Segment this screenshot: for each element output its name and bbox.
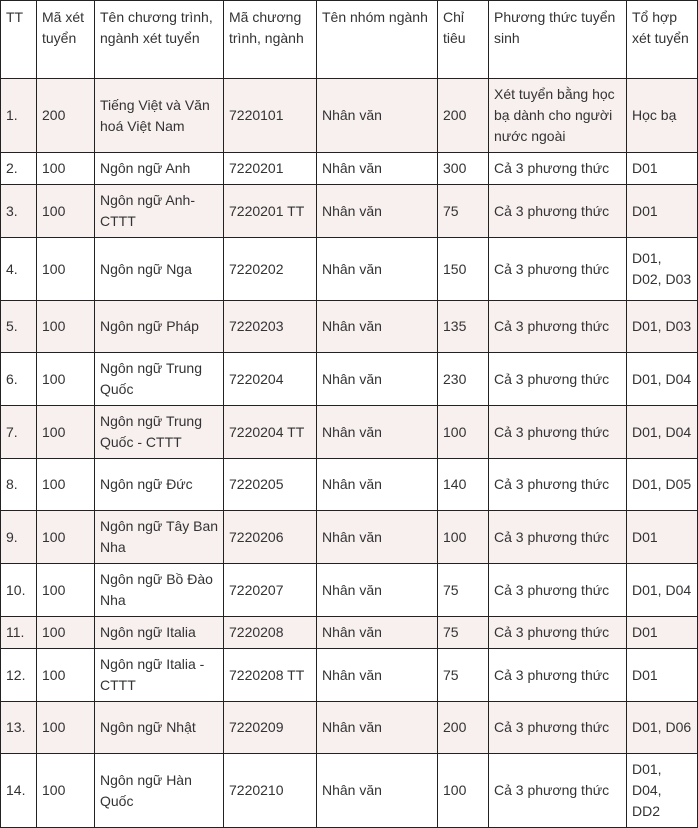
cell-ten-nhom-nganh: Nhân văn [317,564,438,617]
table-row [1,617,698,649]
table-header [1,1,698,79]
table-row [1,406,698,459]
cell-ten-nhom-nganh: Nhân văn [317,754,438,828]
cell-ma-chuong-trinh: 7220204 [224,353,317,406]
header-ten-chuong-trinh: Tên chương trình, ngành xét tuyển [95,1,224,79]
cell-ma-chuong-trinh: 7220207 [224,564,317,617]
table-row [1,459,698,511]
cell-chi-tieu: 75 [438,617,489,649]
cell-phuong-thuc: Cả 3 phương thức [489,185,627,238]
cell-ten-chuong-trinh: Ngôn ngữ Trung Quốc [95,353,224,406]
cell-ma-xet-tuyen: 100 [37,754,95,828]
cell-to-hop: D01 [627,511,698,564]
cell-tt: 9. [1,511,37,564]
cell-ma-chuong-trinh: 7220101 [224,79,317,153]
cell-phuong-thuc: Cả 3 phương thức [489,238,627,301]
table-row [1,754,698,828]
table-row [1,564,698,617]
cell-chi-tieu: 100 [438,754,489,828]
cell-ten-nhom-nganh: Nhân văn [317,353,438,406]
cell-phuong-thuc: Cả 3 phương thức [489,617,627,649]
cell-ma-xet-tuyen: 100 [37,459,95,511]
cell-to-hop: D01, D06 [627,702,698,754]
cell-ten-nhom-nganh: Nhân văn [317,702,438,754]
cell-ma-chuong-trinh: 7220203 [224,301,317,353]
cell-to-hop: D01, D04 [627,353,698,406]
cell-tt: 7. [1,406,37,459]
table-row [1,238,698,301]
header-ma-xet-tuyen: Mã xét tuyển [37,1,95,79]
table-row [1,185,698,238]
cell-ma-chuong-trinh: 7220210 [224,754,317,828]
cell-ma-xet-tuyen: 100 [37,406,95,459]
cell-tt: 13. [1,702,37,754]
cell-ma-xet-tuyen: 100 [37,353,95,406]
cell-chi-tieu: 230 [438,353,489,406]
cell-ma-chuong-trinh: 7220204 TT [224,406,317,459]
cell-chi-tieu: 150 [438,238,489,301]
table-row [1,511,698,564]
cell-phuong-thuc: Cả 3 phương thức [489,153,627,185]
cell-phuong-thuc: Cả 3 phương thức [489,702,627,754]
cell-to-hop: D01 [627,185,698,238]
cell-chi-tieu: 140 [438,459,489,511]
cell-ten-chuong-trinh: Ngôn ngữ Đức [95,459,224,511]
header-chi-tieu: Chỉ tiêu [438,1,489,79]
cell-chi-tieu: 100 [438,406,489,459]
cell-chi-tieu: 200 [438,702,489,754]
cell-ma-chuong-trinh: 7220209 [224,702,317,754]
cell-ten-chuong-trinh: Ngôn ngữ Italia [95,617,224,649]
table-row [1,702,698,754]
cell-ten-chuong-trinh: Ngôn ngữ Nhật [95,702,224,754]
cell-tt: 1. [1,79,37,153]
cell-ten-chuong-trinh: Ngôn ngữ Pháp [95,301,224,353]
cell-ten-nhom-nganh: Nhân văn [317,238,438,301]
cell-chi-tieu: 75 [438,185,489,238]
cell-ma-xet-tuyen: 100 [37,153,95,185]
cell-ma-chuong-trinh: 7220208 [224,617,317,649]
cell-phuong-thuc: Cả 3 phương thức [489,406,627,459]
cell-tt: 2. [1,153,37,185]
cell-ma-xet-tuyen: 100 [37,511,95,564]
cell-phuong-thuc: Cả 3 phương thức [489,301,627,353]
cell-tt: 10. [1,564,37,617]
cell-ma-xet-tuyen: 100 [37,185,95,238]
cell-ma-xet-tuyen: 100 [37,649,95,702]
cell-tt: 8. [1,459,37,511]
cell-ten-chuong-trinh: Ngôn ngữ Hàn Quốc [95,754,224,828]
header-to-hop: Tổ hợp xét tuyển [627,1,698,79]
cell-ma-chuong-trinh: 7220201 TT [224,185,317,238]
cell-chi-tieu: 300 [438,153,489,185]
cell-ma-chuong-trinh: 7220206 [224,511,317,564]
cell-tt: 6. [1,353,37,406]
cell-ma-xet-tuyen: 100 [37,301,95,353]
cell-phuong-thuc: Cả 3 phương thức [489,511,627,564]
cell-ma-xet-tuyen: 100 [37,564,95,617]
header-phuong-thuc: Phương thức tuyển sinh [489,1,627,79]
cell-phuong-thuc: Cả 3 phương thức [489,649,627,702]
cell-ma-chuong-trinh: 7220202 [224,238,317,301]
cell-ten-chuong-trinh: Ngôn ngữ Italia - CTTT [95,649,224,702]
header-ten-nhom-nganh: Tên nhóm ngành [317,1,438,79]
cell-ma-xet-tuyen: 100 [37,702,95,754]
cell-ma-xet-tuyen: 100 [37,238,95,301]
cell-tt: 4. [1,238,37,301]
cell-ten-nhom-nganh: Nhân văn [317,301,438,353]
header-tt: TT [1,1,37,79]
cell-phuong-thuc: Xét tuyển bằng học bạ dành cho người nước ngoài [489,79,627,153]
cell-to-hop: D01 [627,153,698,185]
cell-chi-tieu: 135 [438,301,489,353]
cell-ten-nhom-nganh: Nhân văn [317,153,438,185]
cell-to-hop: D01, D04 [627,406,698,459]
cell-ten-nhom-nganh: Nhân văn [317,617,438,649]
table-body [1,79,698,828]
table-row [1,301,698,353]
cell-to-hop: D01, D02, D03 [627,238,698,301]
cell-ma-xet-tuyen: 100 [37,617,95,649]
cell-to-hop: D01, D03 [627,301,698,353]
cell-to-hop: D01 [627,617,698,649]
cell-ten-chuong-trinh: Ngôn ngữ Nga [95,238,224,301]
cell-ma-chuong-trinh: 7220201 [224,153,317,185]
cell-ten-nhom-nganh: Nhân văn [317,185,438,238]
cell-chi-tieu: 75 [438,564,489,617]
cell-chi-tieu: 100 [438,511,489,564]
cell-ten-chuong-trinh: Ngôn ngữ Anh-CTTT [95,185,224,238]
cell-ten-chuong-trinh: Ngôn ngữ Anh [95,153,224,185]
cell-tt: 11. [1,617,37,649]
cell-tt: 5. [1,301,37,353]
cell-ten-chuong-trinh: Ngôn ngữ Trung Quốc - CTTT [95,406,224,459]
header-ma-chuong-trinh: Mã chương trình, ngành [224,1,317,79]
cell-tt: 12. [1,649,37,702]
cell-ten-nhom-nganh: Nhân văn [317,511,438,564]
cell-to-hop: D01, D04 [627,564,698,617]
cell-tt: 14. [1,754,37,828]
table-row [1,79,698,153]
cell-ma-chuong-trinh: 7220208 TT [224,649,317,702]
cell-ten-nhom-nganh: Nhân văn [317,406,438,459]
cell-phuong-thuc: Cả 3 phương thức [489,564,627,617]
cell-phuong-thuc: Cả 3 phương thức [489,754,627,828]
table-row [1,153,698,185]
cell-to-hop: D01, D04, DD2 [627,754,698,828]
cell-tt: 3. [1,185,37,238]
cell-ten-nhom-nganh: Nhân văn [317,459,438,511]
cell-ma-xet-tuyen: 200 [37,79,95,153]
cell-ten-chuong-trinh: Ngôn ngữ Tây Ban Nha [95,511,224,564]
cell-ten-chuong-trinh: Tiếng Việt và Văn hoá Việt Nam [95,79,224,153]
cell-to-hop: D01 [627,649,698,702]
table-row [1,353,698,406]
cell-to-hop: Học bạ [627,79,698,153]
cell-chi-tieu: 75 [438,649,489,702]
table-row [1,649,698,702]
cell-ten-chuong-trinh: Ngôn ngữ Bồ Đào Nha [95,564,224,617]
cell-ten-nhom-nganh: Nhân văn [317,649,438,702]
cell-phuong-thuc: Cả 3 phương thức [489,459,627,511]
cell-phuong-thuc: Cả 3 phương thức [489,353,627,406]
cell-chi-tieu: 200 [438,79,489,153]
cell-ten-nhom-nganh: Nhân văn [317,79,438,153]
cell-ma-chuong-trinh: 7220205 [224,459,317,511]
cell-to-hop: D01, D05 [627,459,698,511]
